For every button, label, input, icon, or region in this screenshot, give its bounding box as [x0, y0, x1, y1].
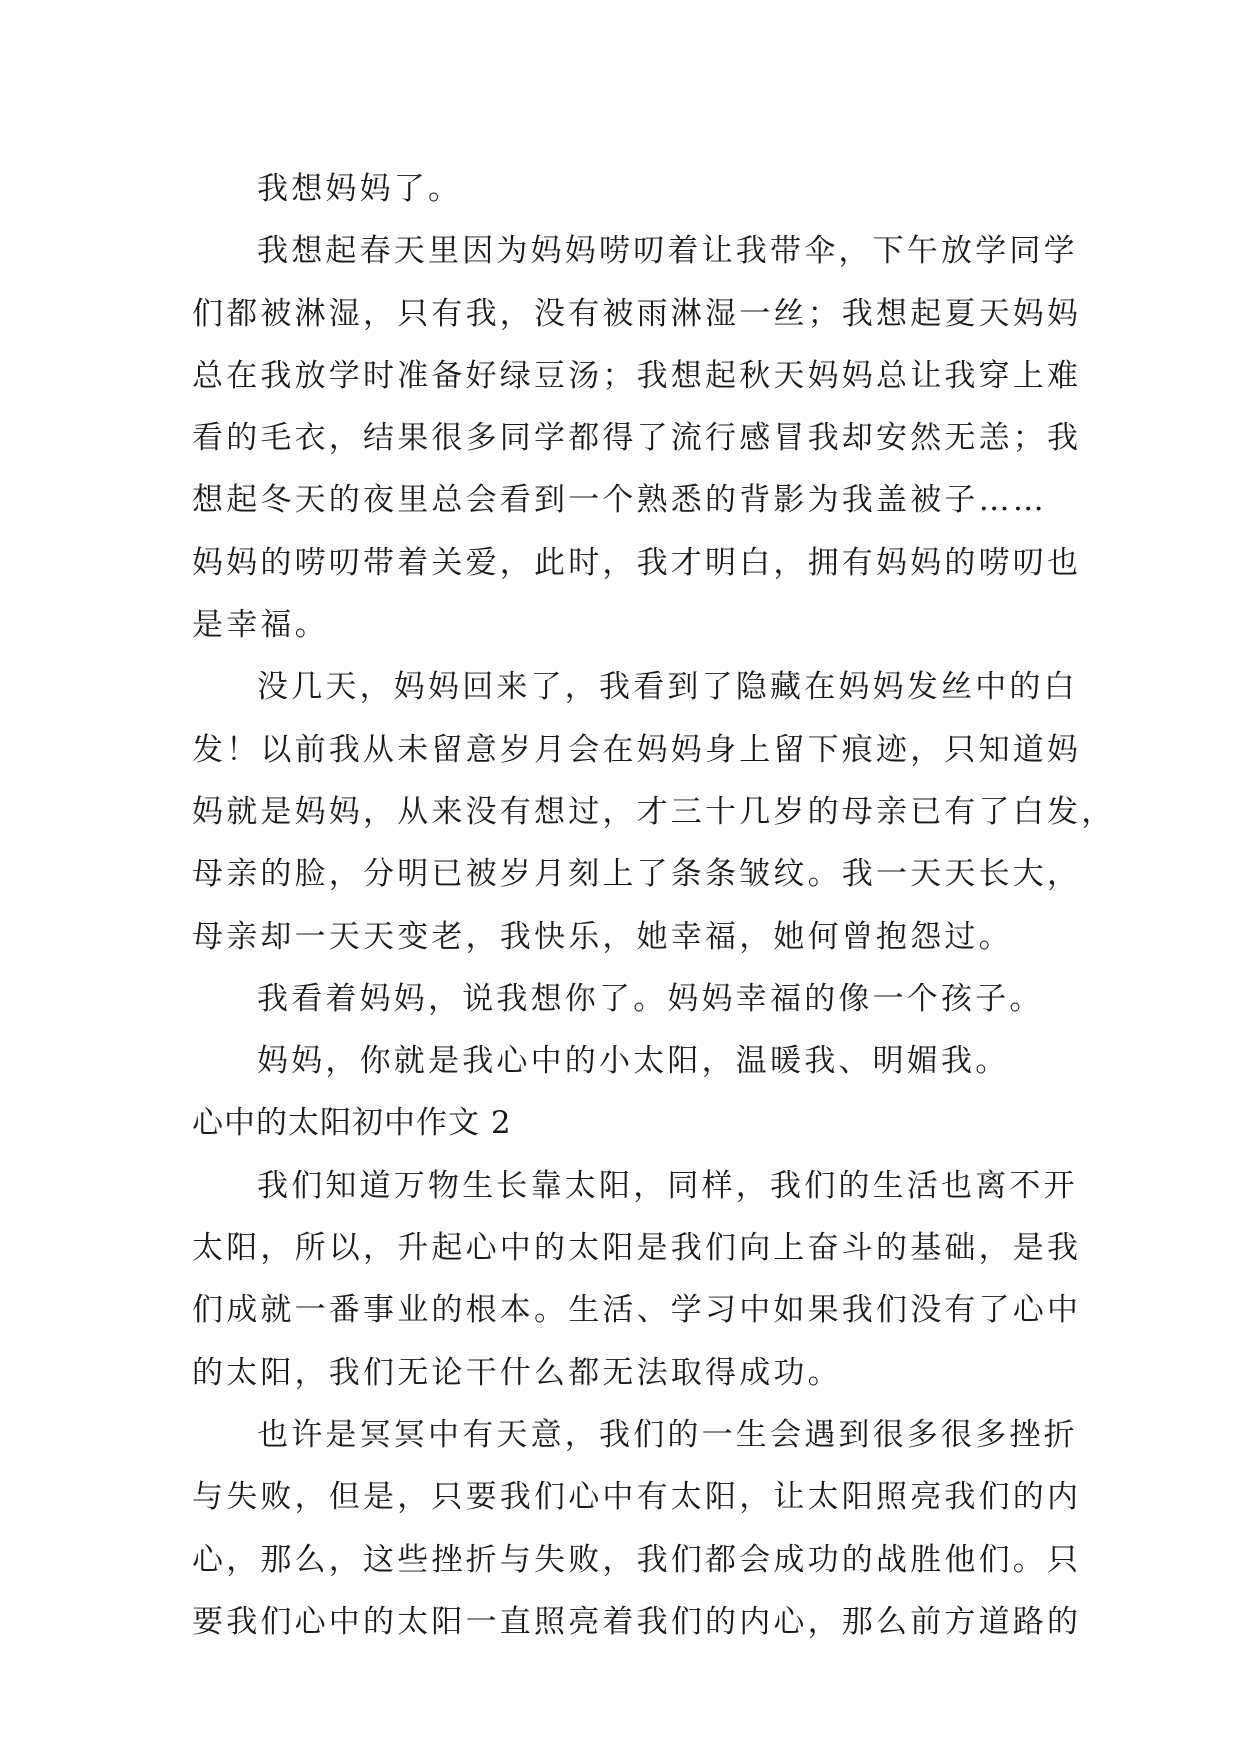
text-line: 妈妈，你就是我心中的小太阳，温暖我、明媚我。 — [257, 1043, 1010, 1080]
section-heading: 心中的太阳初中作文 2 — [192, 1105, 512, 1142]
text-line: 我们知道万物生长靠太阳，同样，我们的生活也离不开 — [257, 1167, 1078, 1204]
text-line: 妈就是妈妈，从来没有想过，才三十几岁的母亲已有了白发， — [192, 793, 1116, 830]
text-line: 们成就一番事业的根本。生活、学习中如果我们没有了心中 — [192, 1292, 1082, 1329]
text-line: 们都被淋湿，只有我，没有被雨淋湿一丝；我想起夏天妈妈 — [192, 295, 1082, 332]
text-line: 我想起春天里因为妈妈唠叨着让我带伞，下午放学同学 — [257, 233, 1078, 270]
text-line: 是幸福。 — [192, 607, 329, 644]
text-line: 发！以前我从未留意岁月会在妈妈身上留下痕迹，只知道妈 — [192, 731, 1082, 768]
text-line: 太阳，所以，升起心中的太阳是我们向上奋斗的基础，是我 — [192, 1230, 1082, 1267]
text-line: 妈妈的唠叨带着关爱，此时，我才明白，拥有妈妈的唠叨也 — [192, 544, 1082, 581]
text-line: 我看着妈妈，说我想你了。妈妈幸福的像一个孩子。 — [257, 980, 1044, 1017]
text-line: 母亲却一天天变老，我快乐，她幸福，她何曾抱怨过。 — [192, 918, 1013, 955]
text-line: 也许是冥冥中有天意，我们的一生会遇到很多很多挫折 — [257, 1416, 1078, 1453]
text-line: 想起冬天的夜里总会看到一个熟悉的背影为我盖被子…… — [192, 482, 1047, 519]
text-line: 母亲的脸，分明已被岁月刻上了条条皱纹。我一天天长大， — [192, 856, 1082, 893]
text-line: 心，那么，这些挫折与失败，我们都会成功的战胜他们。只 — [192, 1541, 1082, 1578]
text-line: 与失败，但是，只要我们心中有太阳，让太阳照亮我们的内 — [192, 1479, 1082, 1516]
text-line: 总在我放学时准备好绿豆汤；我想起秋天妈妈总让我穿上难 — [192, 357, 1082, 394]
text-line: 的太阳，我们无论干什么都无法取得成功。 — [192, 1354, 842, 1391]
document-body — [192, 158, 1116, 1653]
text-line: 我想妈妈了。 — [257, 171, 463, 207]
text-line: 没几天，妈妈回来了，我看到了隐藏在妈妈发丝中的白 — [257, 669, 1078, 706]
text-line: 要我们心中的太阳一直照亮着我们的内心，那么前方道路的 — [192, 1603, 1082, 1640]
text-line: 看的毛衣，结果很多同学都得了流行感冒我却安然无恙；我 — [192, 420, 1082, 457]
